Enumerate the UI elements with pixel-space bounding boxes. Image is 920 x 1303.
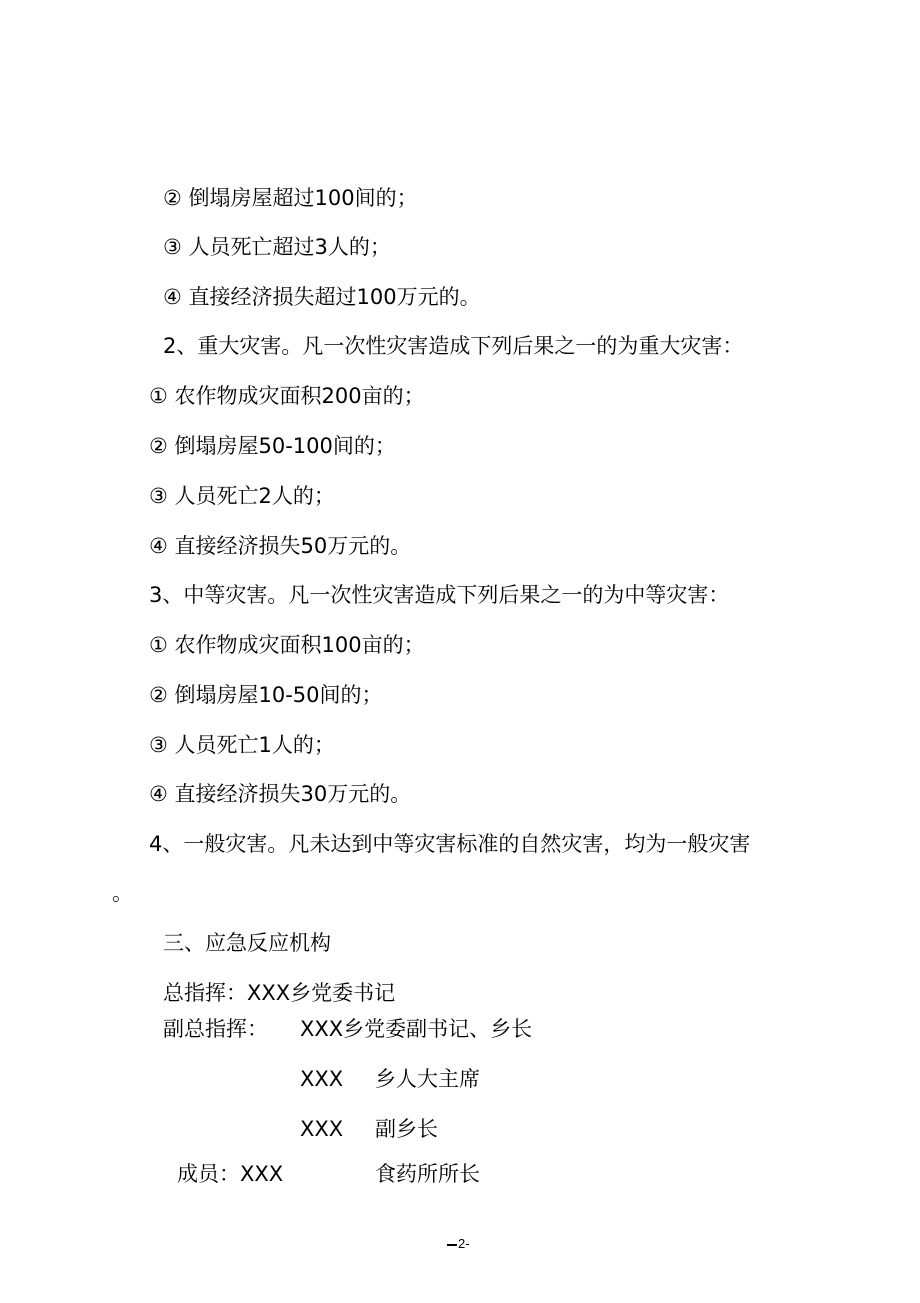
list-item: ② 倒塌房屋50-100间的； — [149, 434, 396, 458]
list-item: ③ 人员死亡超过3人的； — [163, 235, 391, 259]
deputy-name: XXX — [300, 1117, 344, 1141]
deputy-role: 乡人大主席 — [375, 1067, 480, 1091]
paragraph-end: 。 — [112, 881, 133, 905]
deputy-label: 副总指挥： — [163, 1017, 268, 1041]
list-item: ② 倒塌房屋超过100间的； — [163, 186, 418, 210]
list-item: ① 农作物成灾面积200亩的； — [149, 384, 425, 408]
list-item: ③ 人员死亡1人的； — [149, 733, 335, 757]
section-heading: 3、中等灾害。凡一次性灾害造成下列后果之一的为中等灾害： — [149, 583, 730, 607]
deputy-entry: XXX乡党委副书记、乡长 — [300, 1017, 533, 1041]
dash-icon — [447, 1244, 457, 1246]
list-item: ④ 直接经济损失30万元的。 — [149, 782, 412, 806]
page-number-text: 2- — [458, 1236, 470, 1251]
list-item: ② 倒塌房屋10-50间的； — [149, 683, 383, 707]
list-item: ① 农作物成灾面积100亩的； — [149, 633, 425, 657]
page-number — [447, 1236, 470, 1252]
section-title: 三、应急反应机构 — [163, 931, 331, 955]
section-heading: 4、一般灾害。凡未达到中等灾害标准的自然灾害，均为一般灾害 — [149, 832, 751, 856]
list-item: ④ 直接经济损失超过100万元的。 — [163, 285, 481, 309]
section-heading: 2、重大灾害。凡一次性灾害造成下列后果之一的为重大灾害： — [163, 334, 744, 358]
member-role: 食药所所长 — [375, 1162, 480, 1186]
commander-line: 总指挥：XXX乡党委书记 — [163, 981, 396, 1005]
list-item: ④ 直接经济损失50万元的。 — [149, 534, 412, 558]
list-item: ③ 人员死亡2人的； — [149, 484, 335, 508]
deputy-name: XXX — [300, 1067, 344, 1091]
deputy-role: 副乡长 — [375, 1117, 438, 1141]
member-label: 成员：XXX — [177, 1162, 284, 1186]
